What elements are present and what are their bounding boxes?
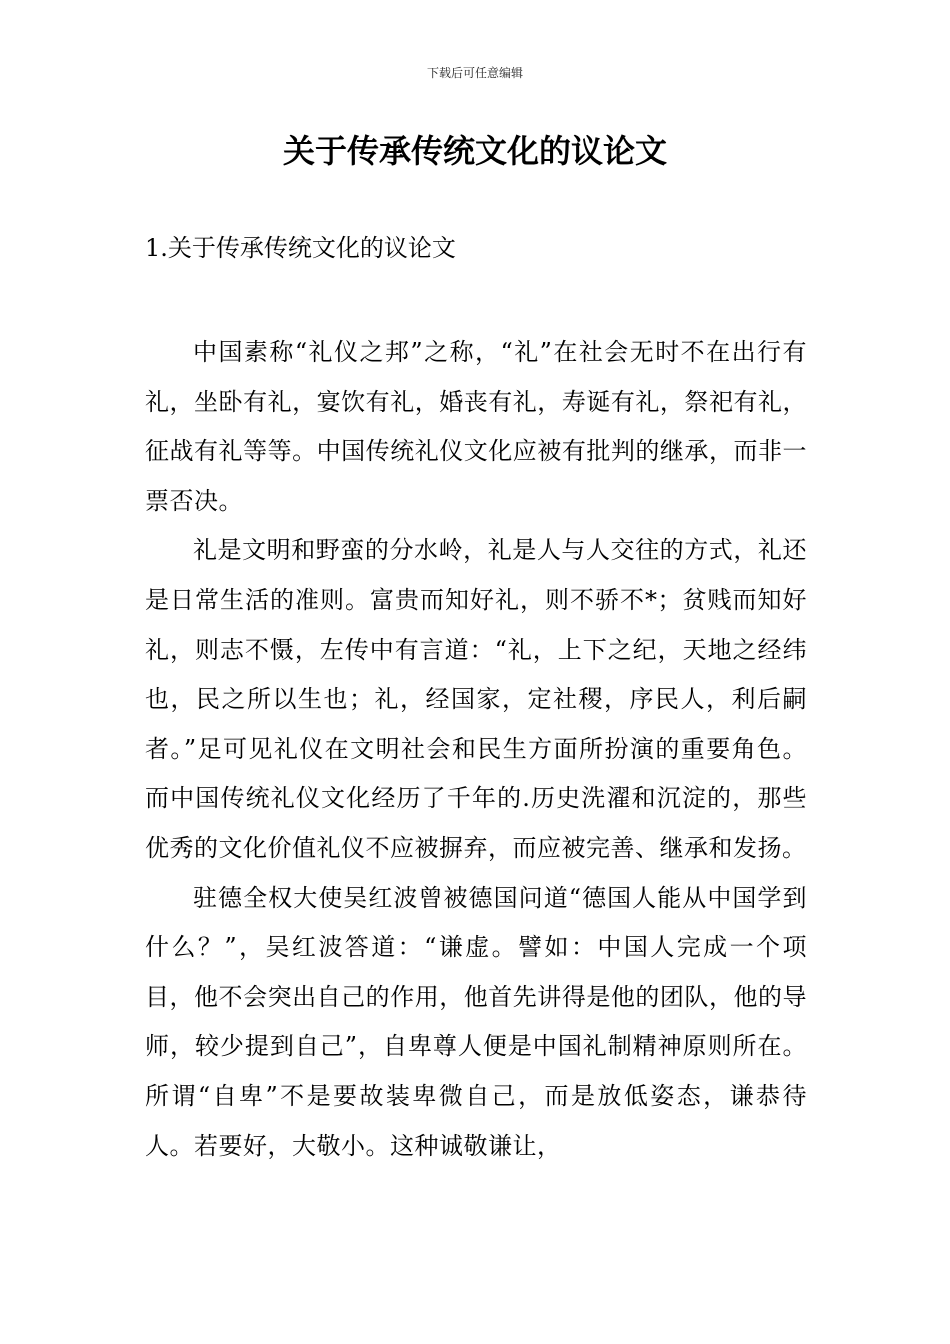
paragraph-2: 礼是文明和野蛮的分水岭，礼是人与人交往的方式，礼还是日常生活的准则。富贵而知好礼，则不骄不*；贫贱而知好礼，则志不慑，左传中有言道：“礼，上下之纪，天地之经纬也，民之所以生也；礼，经国家，定社稷，序民人，利后嗣者。”足可见礼仪在文明社会和民生方面所扮演的重要角色。而中国传统礼仪文化经历了千年的.历史洗濯和沉淀的，那些优秀的文化价值礼仪不应被摒弃，而应被完善、继承和发扬。 — [145, 536, 807, 862]
document-body — [145, 328, 807, 1171]
page-header-note: 下载后可任意编辑 — [426, 66, 523, 80]
paragraph-1: 中国素称“礼仪之邦”之称，“礼”在社会无时不在出行有礼，坐卧有礼，宴饮有礼，婚丧有礼，寿诞有礼，祭祀有礼，征战有礼等等。中国传统礼仪文化应被有批判的继承，而非一票否决。 — [145, 338, 807, 515]
section-heading: 1.关于传承传统文化的议论文 — [145, 234, 456, 262]
document-title: 关于传承传统文化的议论文 — [282, 132, 667, 170]
paragraph-3: 驻德全权大使吴红波曾被德国问道“德国人能从中国学到什么？”，吴红波答道：“谦虚。譬如：中国人完成一个项目，他不会突出自己的作用，他首先讲得是他的团队，他的导师，较少提到自己”，自卑尊人便是中国礼制精神原则所在。所谓“自卑”不是要故装卑微自己，而是放低姿态，谦恭待人。若要好，大敬小。这种诚敬谦让， — [145, 883, 807, 1160]
